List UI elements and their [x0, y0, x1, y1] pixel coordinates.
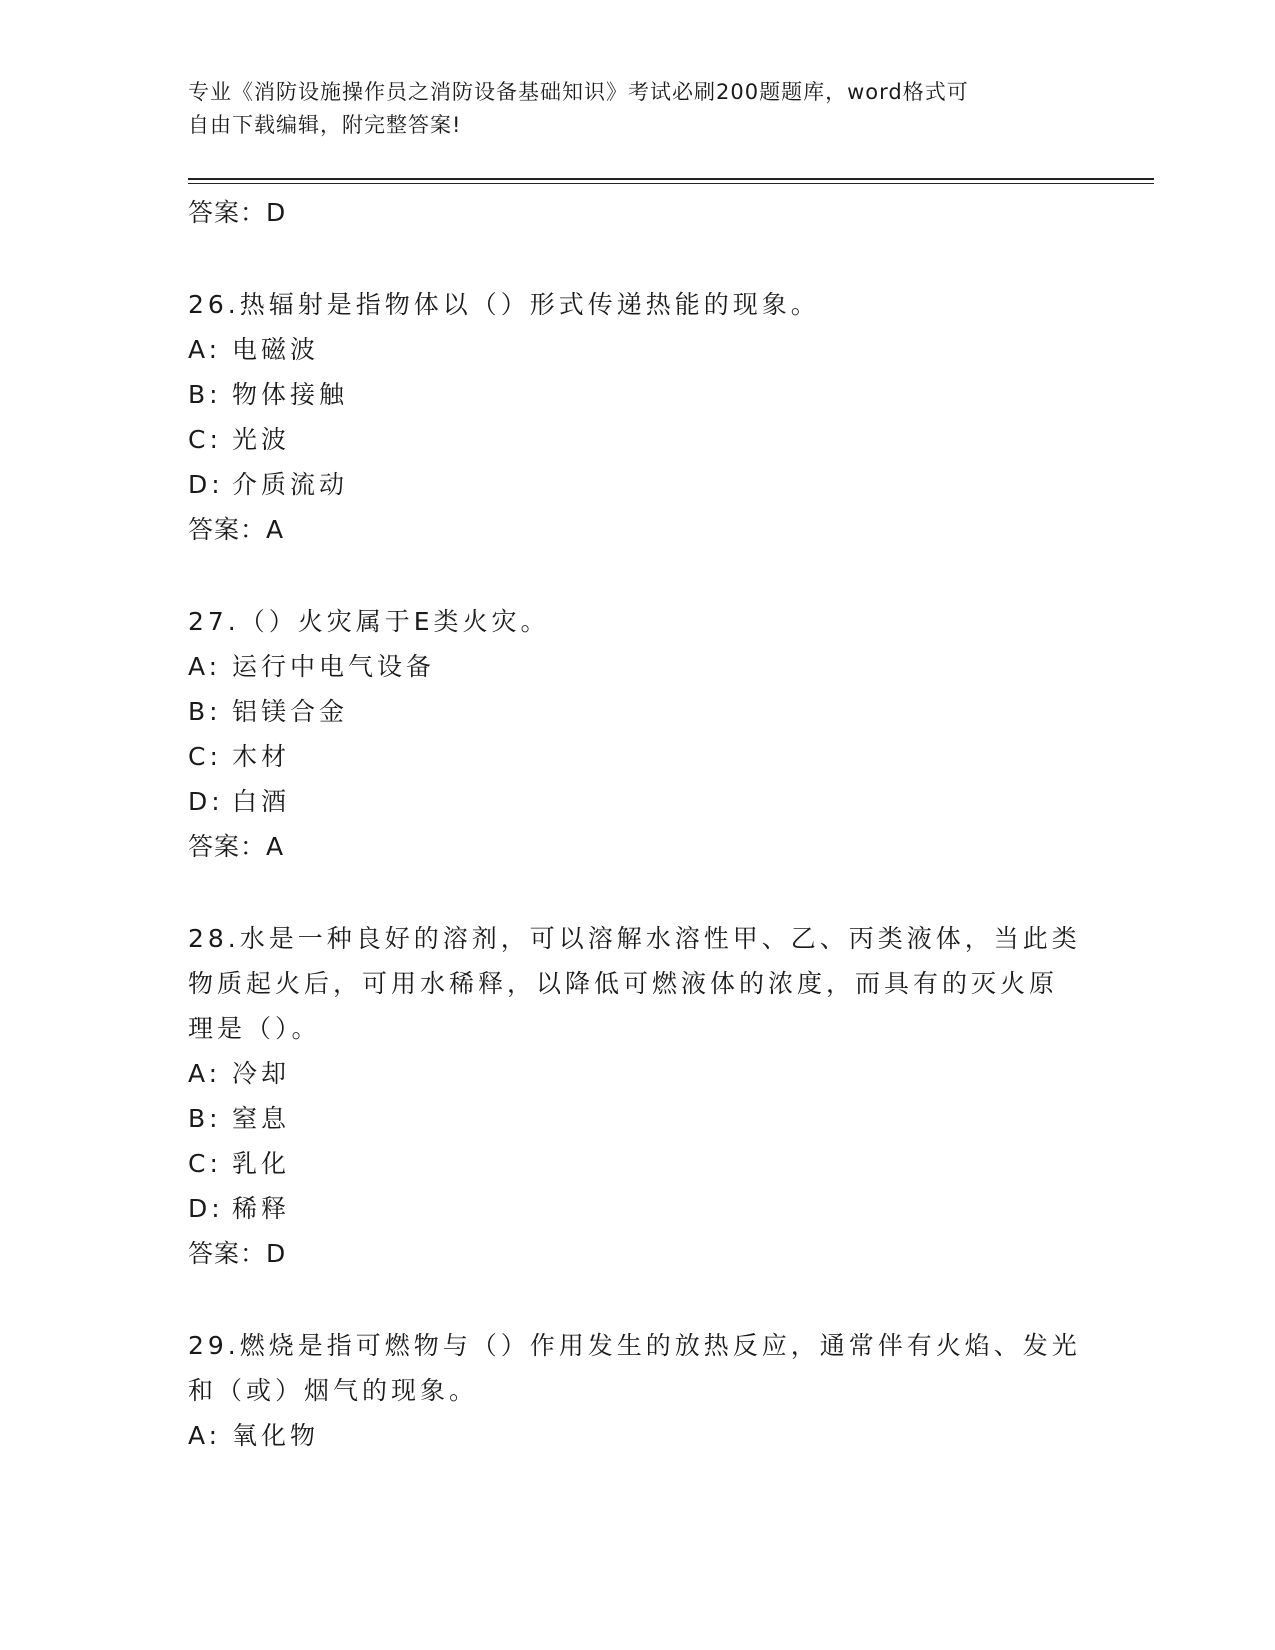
question-text-line-1: 28.水是一种良好的溶剂，可以溶解水溶性甲、乙、丙类液体，当此类 — [188, 924, 1081, 953]
option-text: 电磁波 — [232, 335, 320, 364]
option-key: C: — [188, 1149, 222, 1178]
question-text-line-2: 物质起火后，可用水稀释，以降低可燃液体的浓度，而具有的灭火原 — [188, 969, 1059, 998]
question-text-line-2: 和（或）烟气的现象。 — [188, 1376, 479, 1405]
option-b — [188, 689, 1088, 734]
option-text: 冷却 — [232, 1059, 291, 1088]
question-28 — [188, 916, 1088, 1276]
option-text: 光波 — [232, 425, 291, 454]
option-key: A: — [188, 335, 222, 364]
option-c — [188, 734, 1088, 779]
question-text: 26.热辐射是指物体以（）形式传递热能的现象。 — [188, 290, 820, 319]
option-key: D: — [188, 1194, 224, 1223]
option-text: 稀释 — [232, 1194, 291, 1223]
answer: 答案：A — [188, 515, 285, 544]
previous-answer: 答案：D — [188, 198, 287, 227]
option-text: 木材 — [232, 742, 291, 771]
option-text: 氧化物 — [232, 1421, 320, 1450]
option-a — [188, 644, 1088, 689]
header-divider — [188, 178, 1154, 180]
option-d — [188, 462, 1088, 507]
question-text-line-3: 理是（）。 — [188, 1014, 321, 1043]
option-text: 窒息 — [232, 1104, 291, 1133]
option-key: B: — [188, 697, 222, 726]
header-line-2: 自由下载编辑，附完整答案! — [188, 113, 462, 137]
option-d — [188, 1186, 1088, 1231]
header-divider-thin — [188, 183, 1154, 184]
header-line-1: 专业《消防设施操作员之消防设备基础知识》考试必刷200题题库，word格式可 — [188, 80, 969, 104]
question-29 — [188, 1323, 1088, 1458]
option-c — [188, 417, 1088, 462]
option-text: 铝镁合金 — [232, 697, 349, 726]
option-key: A: — [188, 652, 222, 681]
question-text: 27.（）火灾属于E类火灾。 — [188, 607, 550, 636]
option-a — [188, 327, 1088, 372]
document-header — [188, 76, 1088, 142]
option-d — [188, 779, 1088, 824]
option-key: D: — [188, 470, 224, 499]
option-key: B: — [188, 380, 222, 409]
option-b — [188, 1096, 1088, 1141]
option-b — [188, 372, 1088, 417]
answer: 答案：A — [188, 832, 285, 861]
option-text: 物体接触 — [232, 380, 349, 409]
option-text: 介质流动 — [232, 470, 349, 499]
answer: 答案：D — [188, 1239, 287, 1268]
option-key: A: — [188, 1059, 222, 1088]
question-list — [188, 190, 1088, 1458]
option-text: 运行中电气设备 — [232, 652, 436, 681]
option-key: A: — [188, 1421, 222, 1450]
option-text: 乳化 — [232, 1149, 291, 1178]
option-key: B: — [188, 1104, 222, 1133]
question-27 — [188, 599, 1088, 869]
option-key: D: — [188, 787, 224, 816]
question-26 — [188, 282, 1088, 552]
question-text-line-1: 29.燃烧是指可燃物与（）作用发生的放热反应，通常伴有火焰、发光 — [188, 1331, 1081, 1360]
option-c — [188, 1141, 1088, 1186]
option-text: 白酒 — [232, 787, 291, 816]
option-a — [188, 1413, 1088, 1458]
option-key: C: — [188, 425, 222, 454]
option-a — [188, 1051, 1088, 1096]
option-key: C: — [188, 742, 222, 771]
